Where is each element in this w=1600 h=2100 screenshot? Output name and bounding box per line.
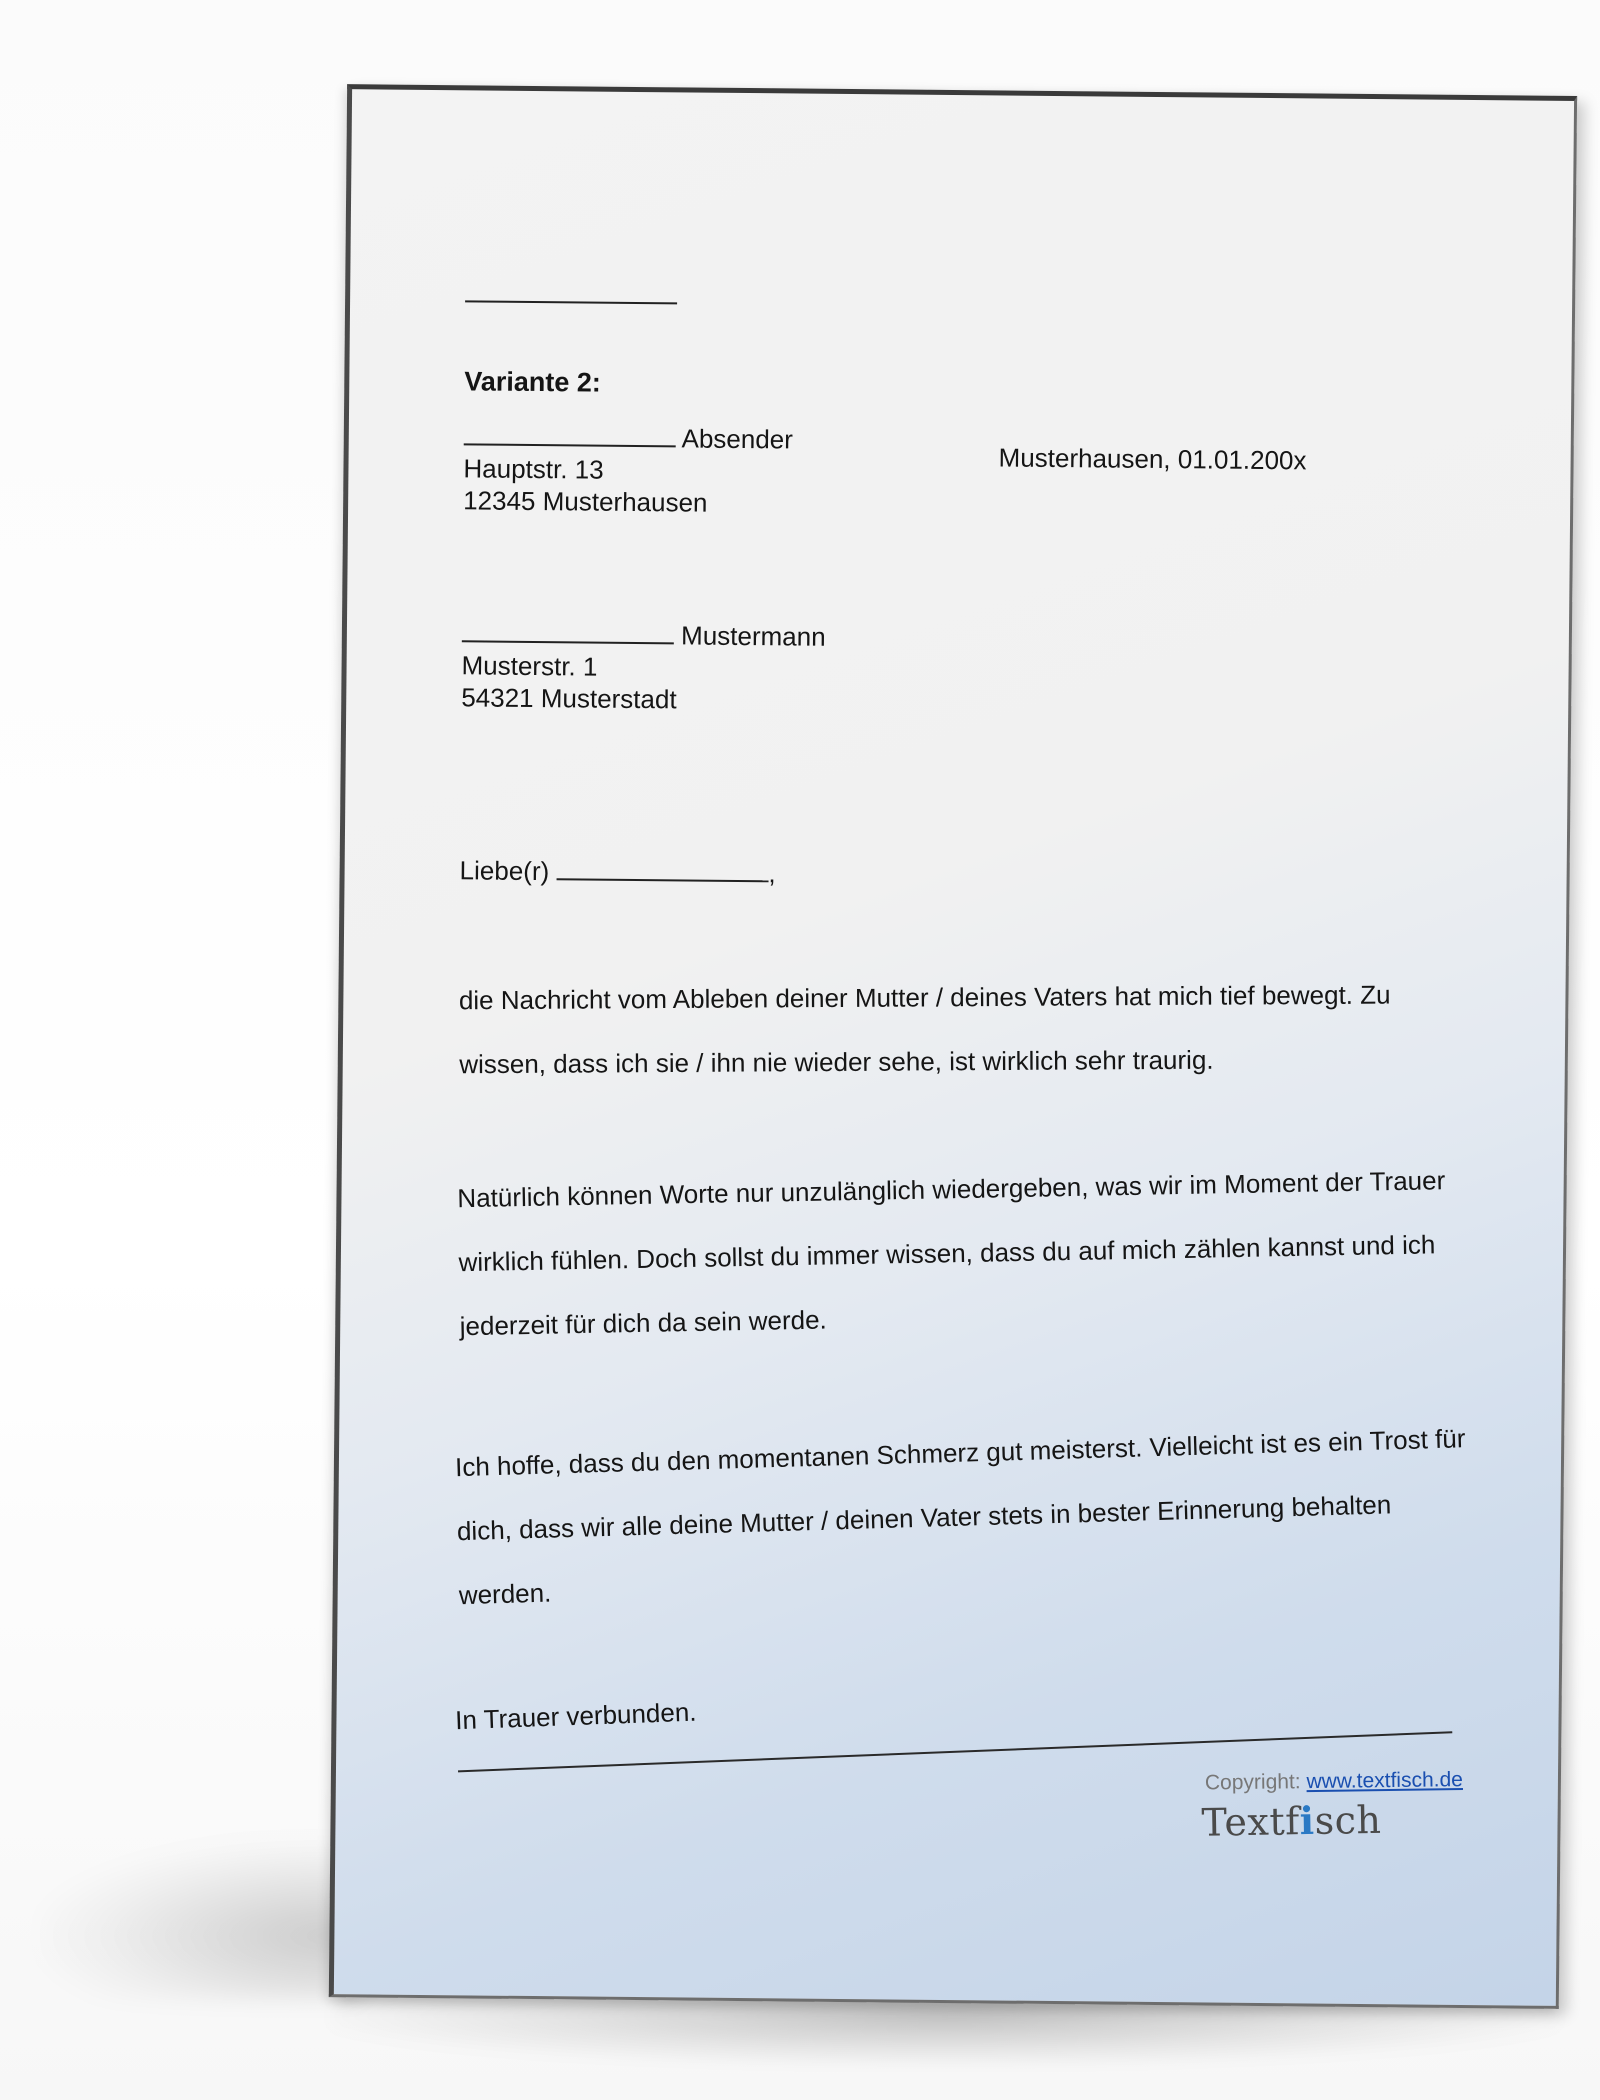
- recipient-label: Mustermann: [680, 620, 826, 652]
- sender-street: Hauptstr. 13: [463, 453, 604, 485]
- paragraph-2-line-3: jederzeit für dich da sein werde.: [459, 1304, 828, 1342]
- recipient-city: 54321 Musterstadt: [461, 682, 677, 715]
- paragraph-3-line-3: werden.: [458, 1577, 552, 1611]
- paragraph-1-line-1: die Nachricht vom Ableben deiner Mutter / deines Vaters hat mich tief bewegt. Zu: [458, 979, 1391, 1016]
- recipient-name-blank: [462, 618, 674, 644]
- signature-line: [458, 1731, 1452, 1772]
- textfisch-logo: [1201, 1797, 1382, 1845]
- salutation: [459, 854, 775, 889]
- copyright-notice: [1205, 1768, 1463, 1795]
- paragraph-2-line-2: wirklich fühlen. Doch sollst du immer wissen, dass du auf mich zählen kannst und ich: [458, 1229, 1436, 1278]
- salutation-name-blank: [556, 856, 768, 882]
- paragraph-3: [454, 1406, 1470, 1627]
- recipient-name-line: [462, 617, 826, 652]
- document-sheet-wrapper: [329, 84, 1569, 2001]
- variant-heading: Variante 2:: [464, 366, 602, 398]
- top-blank-line: [465, 300, 677, 304]
- paragraph-2-line-1: Natürlich können Worte nur unzulänglich wiedergeben, was wir im Moment der Trauer: [457, 1165, 1446, 1214]
- recipient-street: Musterstr. 1: [461, 650, 598, 682]
- place-date: Musterhausen, 01.01.200x: [998, 442, 1307, 476]
- closing: In Trauer verbunden.: [454, 1696, 697, 1736]
- sender-label: Absender: [681, 423, 794, 455]
- fish-icon: i: [1299, 1797, 1316, 1844]
- salutation-suffix: ,: [768, 858, 776, 889]
- salutation-prefix: Liebe(r): [459, 855, 550, 887]
- logo-text-start: Textf: [1201, 1799, 1301, 1845]
- paragraph-1: [459, 963, 1391, 1097]
- copyright-link[interactable]: www.textfisch.de: [1306, 1768, 1464, 1794]
- paragraph-2: [457, 1148, 1448, 1358]
- copyright-label: Copyright:: [1204, 1770, 1301, 1795]
- paragraph-3-line-2: dich, dass wir alle deine Mutter / deinen Vater stets in bester Erinnerung behalten: [456, 1489, 1392, 1547]
- background-shadow: [40, 1840, 360, 2000]
- sender-name-blank: [464, 421, 676, 447]
- document-sheet: [329, 84, 1577, 2009]
- paragraph-3-line-1: Ich hoffe, dass du den momentanen Schmerz gut meisterst. Vielleicht ist es ein Trost für: [454, 1423, 1466, 1483]
- sender-name-line: [464, 420, 793, 455]
- logo-text-end: sch: [1314, 1797, 1382, 1843]
- paragraph-1-line-2: wissen, dass ich sie / ihn nie wieder sehe, ist wirklich sehr traurig.: [459, 1044, 1214, 1080]
- sender-city: 12345 Musterhausen: [463, 485, 708, 518]
